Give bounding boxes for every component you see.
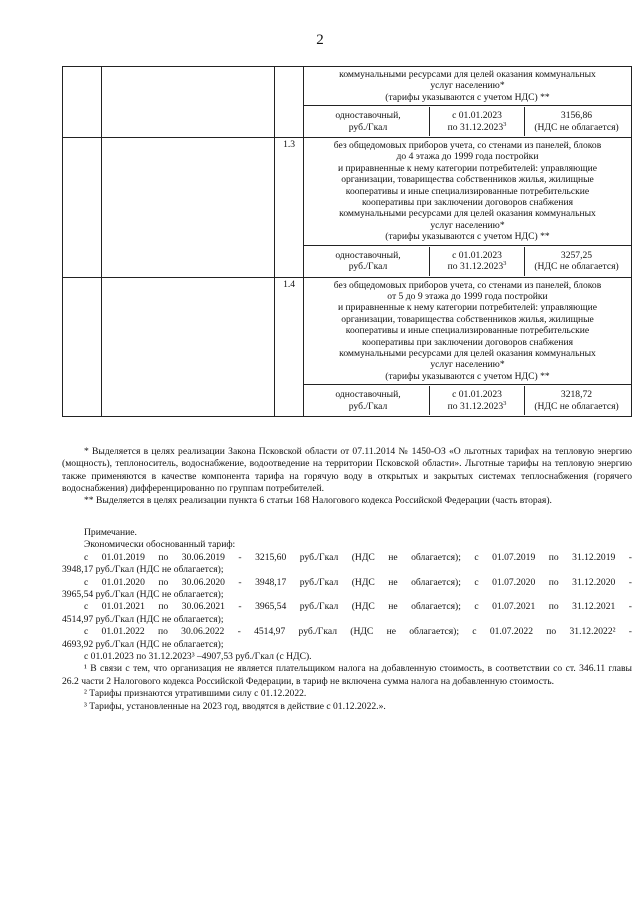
tariff-type-cell xyxy=(307,386,429,415)
period-sup: 3 xyxy=(503,120,507,128)
description-line: (тарифы указываются с учетом НДС) ** xyxy=(385,91,550,103)
period-sup: 3 xyxy=(503,259,507,267)
description-line: услуг населению* xyxy=(430,219,505,231)
tariff-value: 3218,72 xyxy=(560,389,593,401)
col-empty-1 xyxy=(63,277,102,416)
row-description xyxy=(304,138,632,246)
tariff-value: 3257,25 xyxy=(560,249,593,261)
value-cell xyxy=(524,386,628,415)
footnote-double-star: ** Выделяется в целях реализации пункта 6 статьи 168 Налогового кодекса Российской Федерации (часть вторая). xyxy=(84,495,552,507)
remark-line-continued: 4693,92 руб./Гкал (НДС не облагается); xyxy=(62,638,224,650)
footnote-star: * Выделяется в целях реализации Закона Псковской области от 07.11.2014 № 1450-ОЗ «О льготных тарифах на тепловую энергию (мощность), теплоноситель, водоснабжение, водоотведение на территории Псковской области». Льготные тарифы на тепловую энергию также применяются в качестве компонента тарифа на горячую воду в открытых и закрытых системах теплоснабжения (горячего водоснабжения) дифференцированно по группам потребителей. xyxy=(62,446,632,494)
remark-line: с 01.01.2020 по 30.06.2020 - 3948,17 руб./Гкал (НДС не облагается); с 01.07.2020 по 31.12.2020 - xyxy=(84,576,632,588)
description-line: услуг населению* xyxy=(430,359,505,371)
period-from: с 01.01.2023 xyxy=(452,249,502,261)
remark-note-2: ² Тарифы признаются утратившими силу с 01.12.2022. xyxy=(84,688,307,700)
period-cell xyxy=(429,107,524,136)
description-line: кооперативы и иные специализированные потребительские xyxy=(345,185,590,197)
period-cell xyxy=(429,386,524,415)
tariff-type-cell xyxy=(307,247,429,276)
remark-last-line: с 01.01.2023 по 31.12.2023³ –4907,53 руб./Гкал (с НДС). xyxy=(84,651,312,663)
description-line: кооперативы при заключении договоров снабжения xyxy=(361,197,573,209)
table-row xyxy=(63,277,632,385)
tariff-type: одноставочный, xyxy=(335,389,401,401)
period-cell xyxy=(429,247,524,276)
row-number: 1.4 xyxy=(275,277,304,416)
col-empty-2 xyxy=(102,138,275,277)
remark-line: с 01.01.2021 по 30.06.2021 - 3965,54 руб./Гкал (НДС не облагается); с 01.07.2021 по 31.12.2021 - xyxy=(84,601,632,613)
description-line: без общедомовых приборов учета, со стенами из панелей, блоков xyxy=(333,140,602,152)
tariff-unit: руб./Гкал xyxy=(348,400,388,412)
col-empty-1 xyxy=(63,67,102,138)
vat-note: (НДС не облагается) xyxy=(534,121,619,133)
row-number: 1.3 xyxy=(275,138,304,277)
description-line: (тарифы указываются с учетом НДС) ** xyxy=(385,370,550,382)
row-description xyxy=(304,67,632,106)
remark-line-continued: 4514,97 руб./Гкал (НДС не облагается); xyxy=(62,613,224,625)
remark-note-1: ¹ В связи с тем, что организация не является плательщиком налога на добавленную стоимость, в соответствии со ст. 346.11 главы 26.2 части 2 Налогового кодекса Российской Федерации, в тариф не включена сумма налога на добавленную стоимость. xyxy=(62,663,632,687)
period-from: с 01.01.2023 xyxy=(452,389,502,401)
description-line: коммунальными ресурсами для целей оказания коммунальных xyxy=(339,69,596,80)
description-line: услуг населению* xyxy=(430,80,505,92)
tariff-unit: руб./Гкал xyxy=(348,261,388,273)
remark-line: с 01.01.2019 по 30.06.2019 - 3215,60 руб./Гкал (НДС не облагается); с 01.07.2019 по 31.12.2019 - xyxy=(84,551,632,563)
period-from: с 01.01.2023 xyxy=(452,110,502,122)
col-empty-2 xyxy=(102,67,275,138)
period-to: по 31.12.2023 xyxy=(447,121,504,133)
row-number xyxy=(275,67,304,138)
tariff-type: одноставочный, xyxy=(335,249,401,261)
period-to-line xyxy=(432,401,522,412)
footnotes xyxy=(62,446,632,507)
description-line: коммунальными ресурсами для целей оказания коммунальных xyxy=(339,208,596,220)
description-line: от 5 до 9 этажа до 1999 года постройки xyxy=(387,290,548,302)
period-to-line xyxy=(432,122,522,133)
period-to: по 31.12.2023 xyxy=(447,261,504,273)
description-line: кооперативы при заключении договоров снабжения xyxy=(361,336,573,348)
tariff-table xyxy=(62,66,632,417)
description-line: (тарифы указываются с учетом НДС) ** xyxy=(385,231,550,243)
row-description xyxy=(304,277,632,385)
period-to-line xyxy=(432,261,522,272)
description-line: и приравненные к нему категории потребителей: управляющие xyxy=(337,162,597,174)
description-line: и приравненные к нему категории потребителей: управляющие xyxy=(337,302,597,314)
remark-subtitle: Экономически обоснованный тариф: xyxy=(84,539,236,551)
remark-line: с 01.01.2022 по 30.06.2022 - 4514,97 руб./Гкал (НДС не облагается); с 01.07.2022 по 31.12.2022² - xyxy=(84,626,632,638)
remark-line-continued: 3965,54 руб./Гкал (НДС не облагается); xyxy=(62,589,224,601)
description-line: организации, товарищества собственников жилья, жилищные xyxy=(341,174,594,186)
tariff-value: 3156,86 xyxy=(560,110,593,122)
remark-block xyxy=(62,527,632,713)
page-number: 2 xyxy=(316,32,324,48)
value-cell xyxy=(524,247,628,276)
table-row xyxy=(63,138,632,246)
remark-line-continued: 3948,17 руб./Гкал (НДС не облагается); xyxy=(62,564,224,576)
period-sup: 3 xyxy=(503,399,507,407)
remark-title: Примечание. xyxy=(84,527,137,538)
description-line: коммунальными ресурсами для целей оказания коммунальных xyxy=(339,347,596,359)
vat-note: (НДС не облагается) xyxy=(534,261,619,273)
description-line: кооперативы и иные специализированные потребительские xyxy=(345,325,590,337)
tariff-type-cell xyxy=(307,107,429,136)
col-empty-1 xyxy=(63,138,102,277)
value-cell xyxy=(524,107,628,136)
description-line: без общедомовых приборов учета, со стенами из панелей, блоков xyxy=(333,279,602,291)
tariff-unit: руб./Гкал xyxy=(348,121,388,133)
description-line: организации, товарищества собственников жилья, жилищные xyxy=(341,313,594,325)
remark-note-3: ³ Тарифы, установленные на 2023 год, вводятся в действие с 01.12.2022.». xyxy=(84,700,386,712)
vat-note: (НДС не облагается) xyxy=(534,400,619,412)
tariff-type: одноставочный, xyxy=(335,110,401,122)
col-empty-2 xyxy=(102,277,275,416)
description-line: до 4 этажа до 1999 года постройки xyxy=(396,151,539,163)
table-row xyxy=(63,67,632,106)
period-to: по 31.12.2023 xyxy=(447,400,504,412)
